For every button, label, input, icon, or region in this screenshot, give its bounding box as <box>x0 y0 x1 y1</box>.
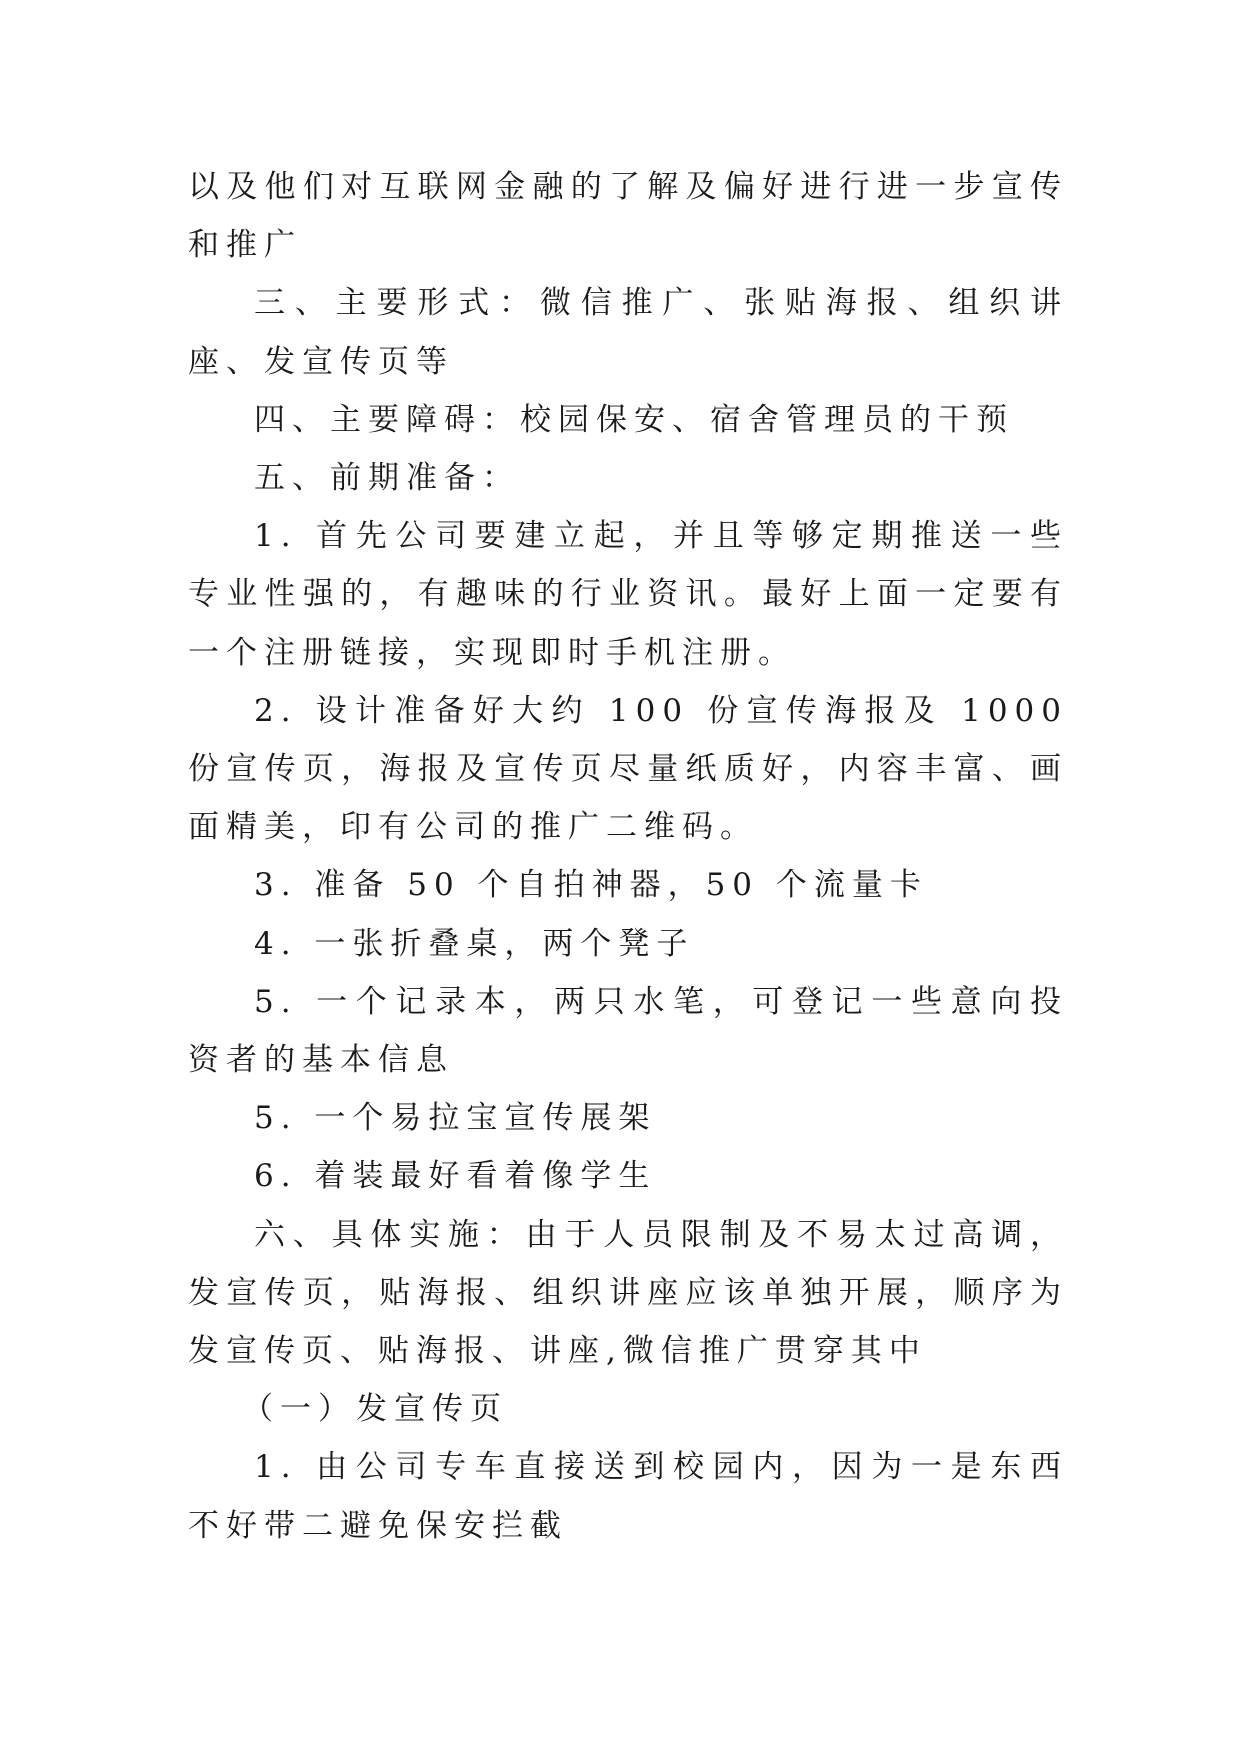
paragraph-prep-item-3: 3. 准备 50 个自拍神器，50 个流量卡 <box>254 867 928 904</box>
paragraph-prep-item-2: 2. 设计准备好大约 100 份宣传海报及 1000 份宣传页，海报及宣传页尽量纸质好，内容丰富、画面精美，印有公司的推广二维码。 <box>188 692 1068 846</box>
document-body <box>188 158 1068 1555</box>
paragraph-subsection-1-heading: （一）发宣传页 <box>242 1391 508 1428</box>
paragraph-prep-item-1: 1. 首先公司要建立起，并且等够定期推送一些专业性强的，有趣味的行业资讯。最好上面一定要有一个注册链接，实现即时手机注册。 <box>188 518 1068 671</box>
paragraph-section-3: 三、主要形式：微信推广、张贴海报、组织讲座、发宣传页等 <box>188 285 1068 380</box>
paragraph-prep-item-4: 4. 一张折叠桌，两个凳子 <box>254 925 695 962</box>
paragraph-section-5-heading: 五、前期准备： <box>254 460 520 497</box>
paragraph-subsection-1-item-1: 1. 由公司专车直接送到校园内，因为一是东西不好带二避免保安拦截 <box>188 1449 1068 1544</box>
paragraph-prep-item-5a: 5. 一个记录本，两只水笔，可登记一些意向投资者的基本信息 <box>188 983 1068 1079</box>
paragraph-continuation: 以及他们对互联网金融的了解及偏好进行进一步宣传和推广 <box>188 169 1068 264</box>
paragraph-prep-item-6: 6. 着装最好看着像学生 <box>254 1158 657 1195</box>
paragraph-section-4: 四、主要障碍：校园保安、宿舍管理员的干预 <box>254 401 1014 438</box>
paragraph-prep-item-5b: 5. 一个易拉宝宣传展架 <box>254 1100 657 1137</box>
paragraph-section-6: 六、具体实施：由于人员限制及不易太过高调，发宣传页，贴海报、组织讲座应该单独开展，顺序为发宣传页、贴海报、讲座,微信推广贯穿其中 <box>188 1216 1068 1370</box>
